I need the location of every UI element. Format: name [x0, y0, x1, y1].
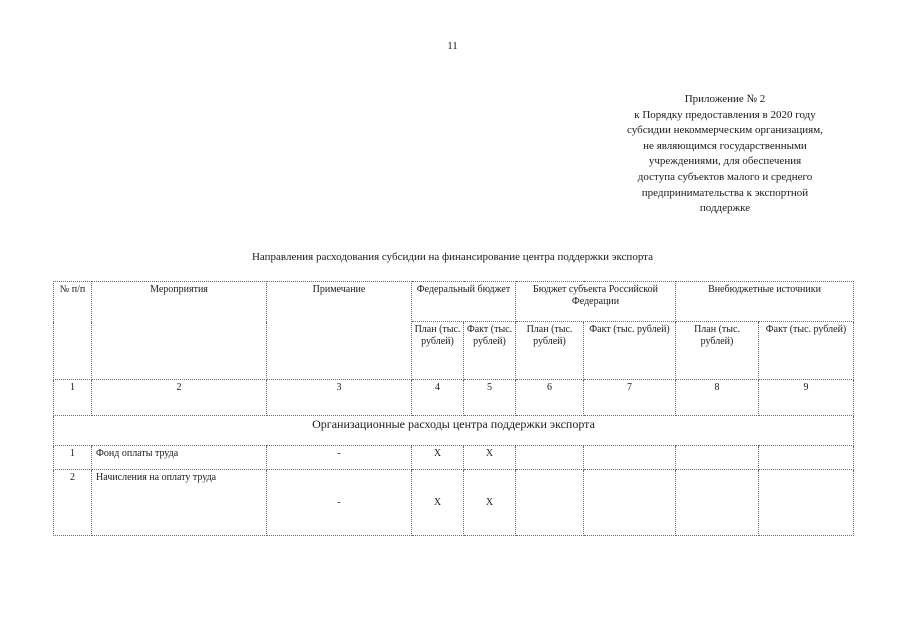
header-extra-fact: Факт (тыс. рублей) [759, 322, 854, 380]
header-regional-plan: План (тыс. рублей) [516, 322, 584, 380]
column-number: 9 [759, 380, 854, 416]
row-activity: Начисления на оплату труда [92, 470, 267, 536]
column-number: 2 [92, 380, 267, 416]
row-regional-fact [584, 470, 676, 536]
header-activities: Мероприятия [92, 282, 267, 380]
appendix-line: субсидии некоммерческим организациям, [627, 124, 823, 137]
appendix-line: поддержке [699, 202, 751, 215]
row-federal-plan: X [412, 446, 464, 470]
appendix-block [560, 92, 890, 217]
header-federal-budget: Федеральный бюджет [412, 282, 516, 322]
header-num: № п/п [54, 282, 92, 380]
header-extrabudgetary: Внебюджетные источники [676, 282, 854, 322]
header-federal-fact: Факт (тыс. рублей) [464, 322, 516, 380]
column-number: 8 [676, 380, 759, 416]
column-number: 7 [584, 380, 676, 416]
appendix-line: доступа субъектов малого и среднего [637, 170, 813, 183]
row-activity: Фонд оплаты труда [92, 446, 267, 470]
row-extra-plan [676, 470, 759, 536]
column-number: 6 [516, 380, 584, 416]
column-numbers-row [54, 380, 854, 416]
header-note: Примечание [267, 282, 412, 380]
column-number: 5 [464, 380, 516, 416]
table-row [54, 446, 854, 470]
header-regional-budget: Бюджет субъекта Российской Федерации [516, 282, 676, 322]
row-regional-fact [584, 446, 676, 470]
row-note: - [267, 470, 412, 536]
row-extra-plan [676, 446, 759, 470]
expenses-table [53, 281, 854, 536]
page-number: 11 [447, 40, 458, 52]
row-extra-fact [759, 446, 854, 470]
row-regional-plan [516, 470, 584, 536]
column-number: 1 [54, 380, 92, 416]
column-number: 4 [412, 380, 464, 416]
appendix-line: Приложение № 2 [684, 93, 766, 105]
appendix-line: к Порядку предоставления в 2020 году [634, 108, 816, 121]
row-extra-fact [759, 470, 854, 536]
row-federal-fact: X [464, 470, 516, 536]
row-num: 1 [54, 446, 92, 470]
header-regional-fact: Факт (тыс. рублей) [584, 322, 676, 380]
row-regional-plan [516, 446, 584, 470]
header-federal-plan: План (тыс. рублей) [412, 322, 464, 380]
document-title: Направления расходования субсидии на финансирование центра поддержки экспорта [251, 251, 654, 263]
row-note: - [267, 446, 412, 470]
row-num: 2 [54, 470, 92, 536]
section-title: Организационные расходы центра поддержки экспорта [54, 416, 854, 446]
row-federal-plan: X [412, 470, 464, 536]
appendix-line: не являющимся государственными [643, 139, 807, 152]
header-extra-plan: План (тыс. рублей) [676, 322, 759, 380]
table-row [54, 470, 854, 536]
appendix-line: предпринимательства к экспортной [641, 186, 809, 199]
row-federal-fact: X [464, 446, 516, 470]
column-number: 3 [267, 380, 412, 416]
appendix-line: учреждениями, для обеспечения [648, 155, 802, 168]
